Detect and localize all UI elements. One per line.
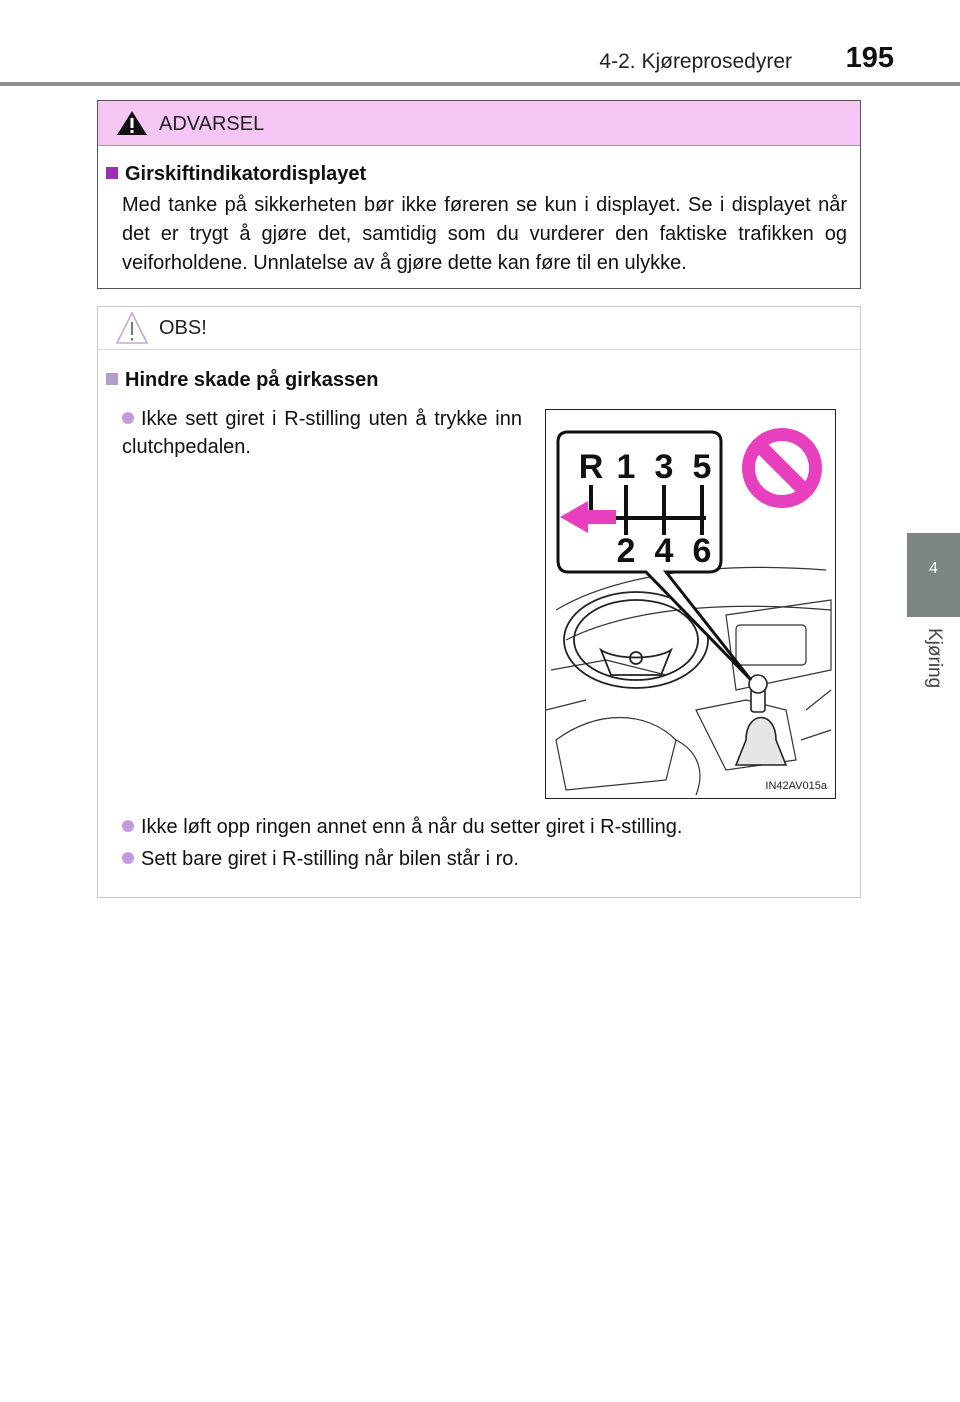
- warning-title: ADVARSEL: [159, 113, 265, 135]
- gear-label-top: 5: [692, 448, 712, 486]
- gear-label-top: R: [578, 448, 604, 486]
- page-header: [0, 0, 960, 90]
- warning-heading: Girskiftindikatordisplayet: [106, 163, 366, 186]
- chapter-name: Kjøring: [924, 628, 945, 689]
- notice-title: OBS!: [159, 317, 207, 339]
- square-bullet-icon: [106, 167, 118, 179]
- warning-text: Med tanke på sikkerheten bør ikke føreren se kun i displayet. Se i displayet når det er trygt å gjøre det, samtidig som du vurderer den faktiske trafikken og veiforholdene. Unnlatelse av å gjøre dette kan føre til en ulykke.: [122, 194, 847, 274]
- notice-heading: Hindre skade på girkassen: [106, 369, 378, 392]
- gear-label-bottom: 4: [654, 532, 674, 570]
- gear-label-top: 3: [654, 448, 674, 486]
- notice-header: [98, 307, 860, 350]
- bullet-item: Ikke løft opp ringen annet enn å når du setter giret i R-stilling.: [122, 813, 842, 841]
- warning-header: [98, 101, 860, 146]
- round-bullet-icon: [122, 412, 134, 424]
- gear-shift-figure: [545, 409, 836, 799]
- gear-label-top: 1: [616, 448, 636, 486]
- chapter-number: 4: [929, 560, 938, 577]
- gear-label-bottom: 6: [692, 532, 712, 570]
- caution-icon: [115, 311, 149, 345]
- round-bullet-icon: [122, 820, 134, 832]
- figure-code: IN42AV015a: [765, 780, 827, 792]
- warning-icon: [115, 109, 149, 137]
- page-number: 195: [845, 42, 894, 74]
- warning-box: [97, 100, 861, 289]
- prohibition-icon: [742, 428, 822, 508]
- notice-box: [97, 306, 861, 898]
- gearbox-illustration: [546, 410, 836, 799]
- square-bullet-icon: [106, 373, 118, 385]
- section-title: 4-2. Kjøreprosedyrer: [599, 50, 792, 73]
- gear-label-bottom: 2: [616, 532, 636, 570]
- round-bullet-icon: [122, 852, 134, 864]
- bullet-item: Ikke sett giret i R-stilling uten å trykke inn clutchpedalen.: [122, 408, 522, 458]
- bullet-item: Sett bare giret i R-stilling når bilen står i ro.: [122, 845, 842, 873]
- header-rule: [0, 82, 960, 86]
